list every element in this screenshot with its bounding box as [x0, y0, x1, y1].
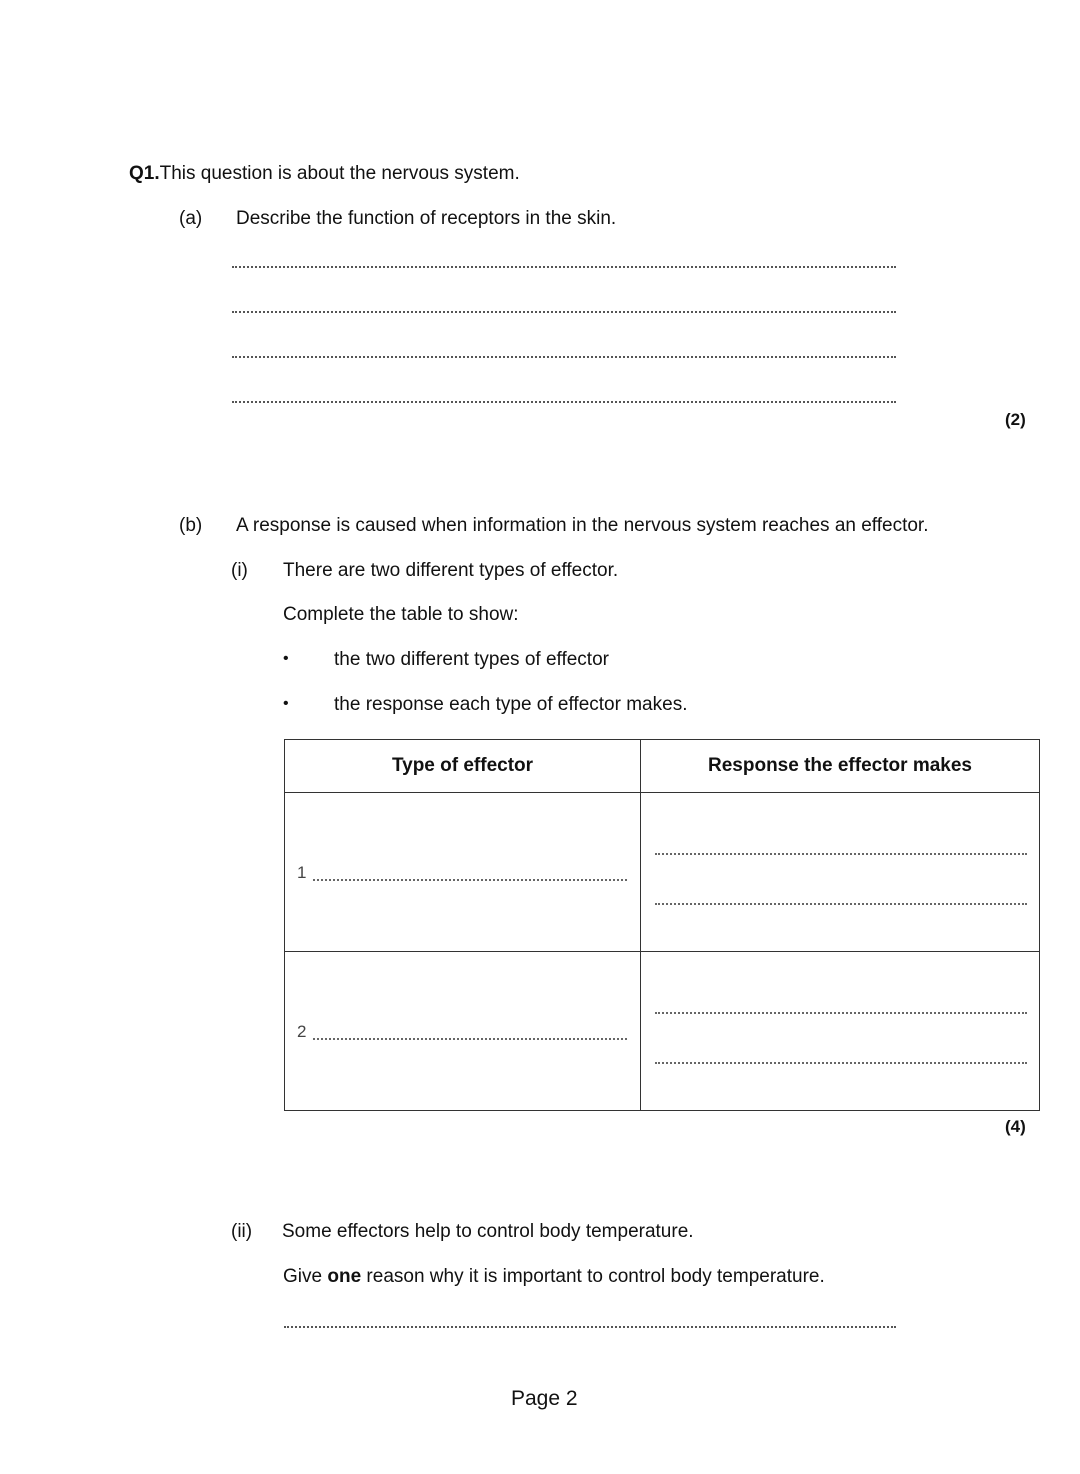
part-a-question: Describe the function of receptors in the skin. [236, 208, 617, 229]
part-b-ii-text: Some effectors help to control body temperature. [282, 1221, 694, 1242]
effector-2-cell[interactable] [285, 952, 641, 1111]
marks-b-i: (4) [1005, 1117, 1026, 1136]
header-type-of-effector: Type of effector [285, 740, 641, 793]
response-2-answer-line-1[interactable] [655, 1012, 1027, 1014]
page-number: Page 2 [511, 1387, 578, 1410]
answer-line-a1[interactable] [232, 266, 896, 268]
part-b-ii-prompt [283, 1265, 825, 1289]
response-2-cell[interactable] [641, 952, 1040, 1111]
response-1-answer-line-2[interactable] [655, 903, 1027, 905]
prompt-bold: one [327, 1266, 362, 1287]
header-response: Response the effector makes [641, 740, 1040, 793]
part-b-label: (b) [179, 515, 203, 536]
table-row [285, 952, 1040, 1111]
bullet-dot-1: • [283, 650, 289, 667]
row-number-1: 1 [297, 863, 307, 882]
bullet-dot-2: • [283, 695, 289, 712]
response-1-cell[interactable] [641, 793, 1040, 952]
part-b-i-label: (i) [231, 560, 248, 581]
part-b-question: A response is caused when information in the nervous system reaches an effector. [236, 515, 929, 536]
table-row [285, 793, 1040, 952]
part-b-i-text: There are two different types of effector. [283, 560, 619, 581]
part-a-label: (a) [179, 208, 203, 229]
answer-line-a4[interactable] [232, 401, 896, 403]
response-1-answer-line-1[interactable] [655, 853, 1027, 855]
marks-a: (2) [1005, 410, 1026, 429]
response-2-answer-line-2[interactable] [655, 1062, 1027, 1064]
part-b-ii-label: (ii) [231, 1221, 253, 1242]
prompt-after: reason why it is important to control body temperature. [361, 1266, 825, 1287]
answer-line-a3[interactable] [232, 356, 896, 358]
bullet-2: the response each type of effector makes. [334, 694, 688, 715]
row-number-2: 2 [297, 1022, 307, 1041]
effector-1-cell[interactable] [285, 793, 641, 952]
effector-1-answer-line[interactable] [313, 879, 627, 881]
question-heading [129, 162, 520, 186]
answer-line-b-ii[interactable] [284, 1326, 896, 1328]
bullet-1: the two different types of effector [334, 649, 609, 670]
effector-2-answer-line[interactable] [313, 1038, 627, 1040]
table-header-row [285, 740, 1040, 793]
question-intro: This question is about the nervous system. [159, 163, 520, 184]
answer-line-a2[interactable] [232, 311, 896, 313]
part-b-i-instruction: Complete the table to show: [283, 604, 519, 625]
prompt-before: Give [283, 1266, 328, 1287]
question-number: Q1. [129, 163, 160, 184]
effector-table [284, 739, 1040, 1111]
